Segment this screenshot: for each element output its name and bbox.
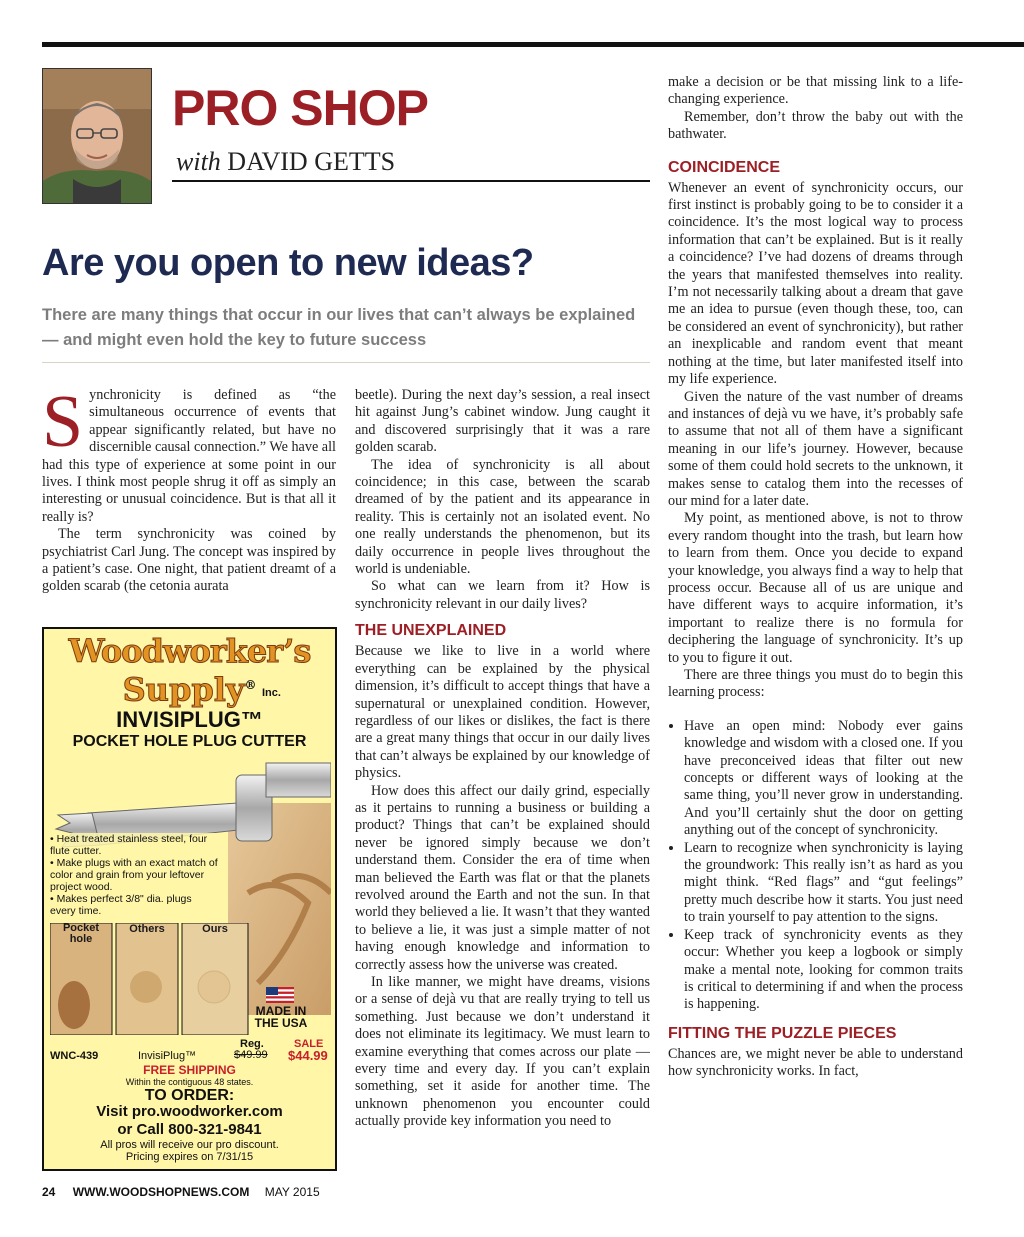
to-order-label: TO ORDER: (144, 1087, 235, 1104)
ad-feature: • Make plugs with an exact match of color and grain from your leftover project wood. (50, 857, 220, 893)
paragraph: How does this affect our daily grind, especially as it pertains to running a business or building a product? Things that can’t be explained should never be ignored simply because we don’t understand them. Consider the era of time when man believed the Earth was flat or that the planets revolved around the Earth and not the sun. In that world they believed a lie. It wasn’t that they wanted to believe a lie, it was just a simple matter of not having enough knowledge and information to correctly assess how the universe was created. (355, 782, 650, 973)
ad-brand-inc: Inc. (262, 687, 281, 699)
paragraph: Given the nature of the vast number of dreams and instances of dejà vu we have, it’s probably safe to assume that not all of them have a significant meaning in our life’s journey. However, because some of them could hold secrets to the unknown, it makes sense to catalog them into the recesses of our mind for a later date. (668, 388, 963, 509)
made-in-usa: MADE IN THE USA (254, 1004, 308, 1030)
paragraph: In like manner, we might have dreams, visions or a sense of dejà vu that are really trying to tell us something. Just because we don’t understand it does not eliminate its legitimacy. We must learn to examine everything that comes across our plate — every time and every day. If you can’t explain something, set it aside for another time. The unknown phenomenon you encounter could actually provide key information you need to (355, 974, 650, 1130)
paragraph: My point, as mentioned above, is not to throw every random thought into the trash, but learn how to learn from them. Once you decide to expand your knowledge, you always find a way to help that process occur. Because all of us are unique and have different ways to acquire information, it’s important to realize there is no formula for deciphering the language of synchronicity. It’s up to you to figure it out. (668, 510, 963, 666)
paragraph: Because we like to live in a world where everything can be explained by the physical dimension, it’s difficult to accept things that have a supernatural or unexplained condition. However, regardless of our likes or dislikes, the fact is there are a great many things that occur in our daily lives that can’t always be explained by our knowledge of physics. (355, 643, 650, 782)
wood-sample-comparison (50, 923, 250, 1035)
paragraph: The term synchronicity was coined by psychiatrist Carl Jung. The concept was inspired by a patient’s case. One night, that patient dreamt of a golden scarab (the cetonia aurata (42, 526, 336, 595)
ad-brand-line-2 (44, 667, 335, 708)
paragraph: Remember, don’t throw the baby out with the bathwater. (668, 108, 963, 143)
ad-feature: • Makes perfect 3/8" dia. plugs every time. (50, 893, 220, 917)
ad-product-subtitle: POCKET HOLE PLUG CUTTER (72, 733, 307, 750)
woodworkers-supply-ad[interactable] (42, 627, 337, 1171)
section-heading-coincidence: COINCIDENCE (668, 158, 781, 176)
footer-website[interactable]: WWW.WOODSHOPNEWS.COM (72, 1185, 250, 1199)
byline-with: with (176, 147, 221, 176)
sample-label-pocket-hole: Pocket hole (62, 922, 100, 945)
sale-price: $44.99 (288, 1048, 328, 1063)
footer-issue: MAY 2015 (264, 1185, 320, 1199)
paragraph: Chances are, we might never be able to understand how synchronicity works. In fact, (668, 1045, 963, 1080)
ad-website-link[interactable]: Visit pro.woodworker.com (96, 1103, 283, 1120)
section-heading-puzzle: FITTING THE PUZZLE PIECES (668, 1024, 897, 1042)
drop-cap: S (42, 381, 84, 463)
ad-feature: • Heat treated stainless steel, four flute cutter. (50, 833, 220, 857)
section-heading-unexplained: THE UNEXPLAINED (355, 622, 507, 640)
deck-line-2: — and might even hold the key to future success (42, 331, 427, 349)
paragraph: beetle). During the next day’s session, a real insect hit against Jung’s cabinet window. Jung caught it and discovered surprisingly that it was a rare golden scarab. (355, 387, 650, 456)
regular-price-label: Reg. (240, 1038, 264, 1050)
list-item: • Have an open mind: Nobody ever gains knowledge and wisdom with a closed one. If you have preconceived ideas that filter out new concepts or different ways of looking at the same thing, you’ll never grow in understanding. And you’ll certainly shut the door on getting anything out of the concept of synchronicity. (684, 718, 963, 840)
ad-product-name: INVISIPLUG™ (116, 707, 263, 732)
regular-price: $49.99 (234, 1049, 268, 1061)
article-column-3 (668, 74, 963, 1081)
page-footer (42, 1185, 320, 1199)
sample-label-others: Others (129, 923, 165, 935)
page-number: 24 (42, 1185, 56, 1199)
ad-brand-supply: Supply (122, 670, 245, 709)
paragraph: So what can we learn from it? How is synchronicity relevant in our daily lives? (355, 578, 650, 612)
paragraph (42, 381, 336, 526)
ad-feature-list (50, 833, 220, 917)
list-item: • Learn to recognize when synchronicity is laying the groundwork: This really isn’t as hard as you might think. “Red flags” and “gut feelings” pretty much describe how it starts. You just need to train yourself to pay attention to the signs. (684, 840, 963, 927)
byline-author: DAVID GETTS (227, 147, 396, 176)
list-item: • Keep track of synchronicity events as they occur: Whether you keep a logbook or simply make a mental note, looking for common traits is critical to determining if and when the process is happening. (684, 927, 963, 1014)
ad-brand-line-1: Woodworker’s (68, 632, 311, 670)
deck-rule (42, 362, 650, 363)
sale-price-label: SALE (294, 1038, 324, 1050)
article-deck (42, 303, 650, 353)
author-portrait (42, 68, 152, 204)
top-rule (42, 42, 1024, 47)
article-column-1 (42, 381, 336, 596)
product-sku-name: InvisiPlug™ (138, 1050, 197, 1062)
article-column-2 (355, 387, 650, 1131)
usa-flag-icon (266, 987, 294, 1003)
paragraph: The idea of synchronicity is all about coincidence; in this case, between the scarab dreamed of by the patient and its appearance in reality. This is certainly not an isolated event. No one really understands the phenomenon, but its daily occurrence in people lives throughout the world is undeniable. (355, 456, 650, 578)
product-sku: WNC-439 (50, 1050, 99, 1062)
paragraph-text: ynchronicity is defined as “the simultaneous occurrence of events that appear significantly related, but have no discernible causal connection.” We have all had this type of experience at some point in our lives. I think most people shrug it off as simply an interesting or unusual coincidence. But is that all it really is? (42, 387, 336, 525)
paragraph: There are three things you must do to begin this learning process: (668, 667, 963, 701)
deck-line-1: There are many things that occur in our lives that can’t always be explained (42, 306, 636, 324)
ad-phone[interactable]: or Call 800-321-9841 (117, 1121, 262, 1138)
paragraph: make a decision or be that missing link to a life-changing experience. (668, 74, 963, 108)
byline-rule (172, 180, 650, 182)
sample-label-ours: Ours (202, 923, 228, 935)
registered-mark: ® (244, 678, 257, 692)
pricing-expiry: Pricing expires on 7/31/15 (125, 1151, 254, 1163)
free-shipping: FREE SHIPPING (143, 1063, 236, 1077)
article-headline: Are you open to new ideas? (42, 242, 534, 284)
byline (176, 146, 395, 178)
pro-discount-note: All pros will receive our pro discount. (100, 1139, 279, 1151)
shipping-note: Within the contiguous 48 states. (125, 1077, 254, 1087)
column-title: PRO SHOP (172, 80, 428, 136)
learning-steps-list (668, 718, 963, 1014)
paragraph: Whenever an event of synchronicity occurs, our first instinct is probably going to be to consider it a coincidence. It’s the most logical way to process information that can’t be explained. But is it really a coincidence? I’ve had dozens of dreams through the years that manifested themselves into reality. I’m not necessarily talking about a dream that gave me an idea to pursue (even though these, too, can be considered an event of synchronicity), but rather an inexplicable and random event that meant nothing at the time, but later manifested itself into my life experience. (668, 179, 963, 388)
